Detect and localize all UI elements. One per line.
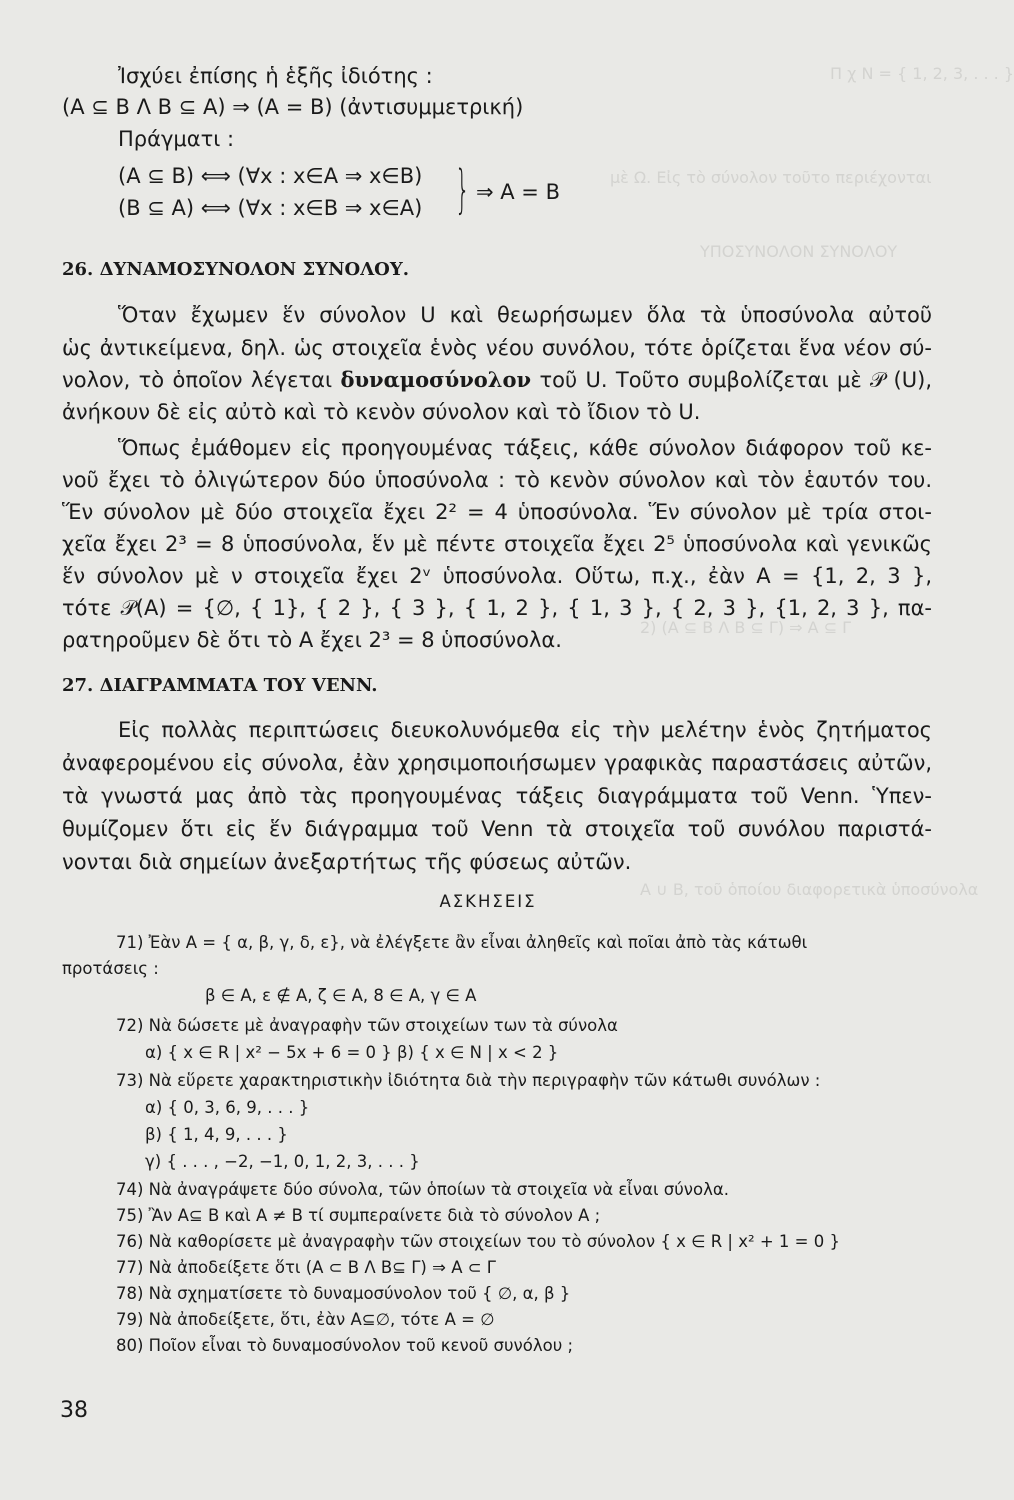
paragraph-line: Ἕν σύνολον μὲ δύο στοιχεῖα ἔχει 2² = 4 ὑποσύνολα. Ἕν σύνολον μὲ τρία στοι-	[62, 500, 932, 524]
section-26-heading: 26. ΔΥΝΑΜΟΣΥΝΟΛΟΝ ΣΥΝΟΛΟΥ.	[62, 259, 409, 280]
paragraph-line: Ὅπως ἐμάθομεν εἰς προηγουμένας τάξεις, κάθε σύνολον διάφορον τοῦ κε-	[118, 436, 932, 460]
bleed-through-decoration: μὲ Ω. Εἰς τὸ σύνολον τοῦτο περιέχονται	[610, 168, 932, 187]
proof-line: (A ⊆ B) ⟺ (∀x : x∈A ⇒ x∈B)	[118, 164, 423, 188]
exercise-74: 74) Νὰ ἀναγράψετε δύο σύνολα, τῶν ὁποίων τὰ στοιχεῖα νὰ εἶναι σύνολα.	[116, 1180, 729, 1199]
exercise-71-propositions: β ∈ A, ε ∉ A, ζ ∈ A, 8 ∈ A, γ ∈ A	[205, 986, 477, 1005]
bleed-through-decoration: Π χ N = { 1, 2, 3, . . . }	[830, 64, 1014, 83]
exercise-76: 76) Νὰ καθορίσετε μὲ ἀναγραφὴν τῶν στοιχείων του τὸ σύνολον { x ∈ R | x² + 1 = 0 }	[116, 1232, 840, 1251]
exercise-78: 78) Νὰ σχηματίσετε τὸ δυναμοσύνολον τοῦ { ∅, α, β }	[116, 1284, 571, 1303]
exercise-73-b: β) { 1, 4, 9, . . . }	[145, 1125, 288, 1144]
bold-term: δυναμοσύνολον	[340, 367, 532, 392]
exercise-80: 80) Ποῖον εἶναι τὸ δυναμοσύνολον τοῦ κενοῦ συνόλου ;	[116, 1336, 574, 1355]
exercise-71-cont: προτάσεις :	[62, 959, 159, 978]
paragraph-line: νονται διὰ σημείων ἀνεξαρτήτως τῆς φύσεως αὐτῶν.	[62, 850, 632, 874]
exercise-73: 73) Νὰ εὕρετε χαρακτηριστικὴν ἰδιότητα διὰ τὴν περιγραφὴν τῶν κάτωθι συνόλων :	[116, 1071, 821, 1090]
bleed-through-decoration: A ∪ B, τοῦ ὁποίου διαφορετικὰ ὑποσύνολα	[640, 880, 979, 899]
exercise-72: 72) Νὰ δώσετε μὲ ἀναγραφὴν τῶν στοιχείων των τὰ σύνολα	[116, 1016, 618, 1035]
paragraph-line: Ὅταν ἔχωμεν ἕν σύνολον U καὶ θεωρήσωμεν ὅλα τὰ ὑποσύνολα αὐτοῦ	[118, 303, 932, 327]
proof-line: (B ⊆ A) ⟺ (∀x : x∈B ⇒ x∈A)	[118, 196, 423, 220]
exercise-73-a: α) { 0, 3, 6, 9, . . . }	[145, 1098, 310, 1117]
paragraph-line: Εἰς πολλὰς περιπτώσεις διευκολυνόμεθα εἰς τὴν μελέτην ἑνὸς ζητήματος	[118, 718, 932, 742]
paragraph-line: χεῖα ἔχει 2³ = 8 ὑποσύνολα, ἕν μὲ πέντε στοιχεῖα ἔχει 2⁵ ὑποσύνολα καὶ γενικῶς	[62, 532, 932, 556]
text-segment: τοῦ U. Τοῦτο συμβολίζεται μὲ 𝒫 (U),	[539, 368, 932, 392]
paragraph-line: ρατηροῦμεν δὲ ὅτι τὸ A ἔχει 2³ = 8 ὑποσύνολα.	[62, 628, 562, 652]
exercise-77: 77) Νὰ ἀποδείξετε ὅτι (A ⊂ B Λ B⊆ Γ) ⇒ A ⊂ Γ	[116, 1258, 496, 1277]
paragraph-line: τὰ γνωστά μας ἀπὸ τὰς προηγουμένας τάξεις διαγράμματα τοῦ Venn. Ὑπεν-	[62, 784, 932, 808]
exercise-73-c: γ) { . . . , −2, −1, 0, 1, 2, 3, . . . }	[145, 1152, 420, 1171]
paragraph-line: ἀνήκουν δὲ εἰς αὐτὸ καὶ τὸ κενὸν σύνολον καὶ τὸ ἴδιον τὸ U.	[62, 400, 701, 424]
right-brace: }	[455, 160, 470, 220]
bleed-through-decoration: 2) (A ⊆ B Λ B ⊆ Γ) ⇒ A ⊆ Γ	[640, 618, 852, 637]
bleed-through-decoration: ΥΠΟΣΥΝΟΛΟΝ ΣΥΝΟΛΟΥ	[700, 242, 898, 261]
proof-conclusion: ⇒ A = B	[476, 180, 560, 204]
paragraph-line: νοῦ ἔχει τὸ ὀλιγώτερον δύο ὑποσύνολα : τὸ κενὸν σύνολον καὶ τὸν ἑαυτόν του.	[62, 468, 932, 492]
paragraph-line: τότε 𝒫(A) = {∅, { 1}, { 2 }, { 3 }, { 1, 2 }, { 1, 3 }, { 2, 3 }, {1, 2, 3 }, πα-	[62, 596, 932, 620]
intro-line: Πράγματι :	[118, 127, 235, 151]
paragraph-line: θυμίζομεν ὅτι εἰς ἕν διάγραμμα τοῦ Venn τὰ στοιχεῖα τοῦ συνόλου παριστά-	[62, 817, 932, 841]
paragraph-line: ἕν σύνολον μὲ ν στοιχεῖα ἔχει 2ᵛ ὑποσύνολα. Οὕτω, π.χ., ἐὰν A = {1, 2, 3 },	[62, 564, 932, 588]
text-segment: νολον, τὸ ὁποῖον λέγεται	[62, 368, 333, 392]
antisymmetric-property: (A ⊆ B Λ B ⊆ A) ⇒ (A = B) (ἀντισυμμετρική)	[62, 95, 524, 119]
exercise-72-sets: α) { x ∈ R | x² − 5x + 6 = 0 } β) { x ∈ N | x < 2 }	[145, 1043, 559, 1062]
exercise-71: 71) Ἐὰν A = { α, β, γ, δ, ε}, νὰ ἐλέγξετε ἂν εἶναι ἀληθεῖς καὶ ποῖαι ἀπὸ τὰς κάτωθι	[116, 933, 808, 952]
paragraph-line: ἀναφερομένου εἰς σύνολα, ἐὰν χρησιμοποιήσωμεν γραφικὰς παραστάσεις αὐτῶν,	[62, 751, 932, 775]
exercise-79: 79) Νὰ ἀποδείξετε, ὅτι, ἐὰν A⊆∅, τότε A = ∅	[116, 1310, 495, 1329]
intro-line: Ἰσχύει ἐπίσης ἡ ἑξῆς ἰδιότης :	[118, 64, 433, 88]
paragraph-line: ὡς ἀντικείμενα, δηλ. ὡς στοιχεῖα ἑνὸς νέου συνόλου, τότε ὁρίζεται ἕνα νέον σύ-	[62, 336, 932, 360]
exercise-75: 75) Ἂν A⊆ B καὶ A ≠ B τί συμπεραίνετε διὰ τὸ σύνολον A ;	[116, 1206, 601, 1225]
page-number: 38	[60, 1398, 88, 1423]
section-27-heading: 27. ΔΙΑΓΡΑΜΜΑΤΑ ΤΟΥ VENN.	[62, 675, 378, 696]
paragraph-line	[62, 366, 932, 394]
exercises-heading: ΑΣΚΗΣΕΙΣ	[439, 892, 537, 911]
